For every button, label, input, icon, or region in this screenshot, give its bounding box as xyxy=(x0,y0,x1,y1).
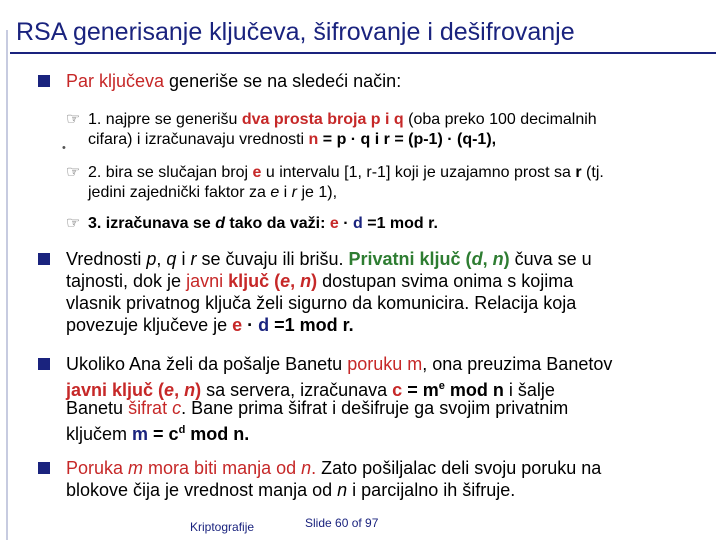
bullet-1-rest: generiše se na sledeći način: xyxy=(164,71,402,91)
sub-1-line-1 xyxy=(88,110,708,130)
text-run: mod n xyxy=(444,380,504,400)
text-run: , xyxy=(482,249,493,269)
square-bullet-icon xyxy=(38,75,50,87)
text-run: mod n. xyxy=(185,424,250,444)
bullet-2-line-3 xyxy=(66,292,706,314)
text-run: . Bane prima šifrat i dešifruje ga svojim privatnim xyxy=(181,398,569,418)
text-run: , xyxy=(156,249,167,269)
text-run: c xyxy=(392,380,403,400)
text-run: d xyxy=(353,215,363,232)
pointing-hand-icon: ☞ xyxy=(66,111,81,128)
text-run: 3. izračunava se xyxy=(88,215,216,232)
text-run: jedini zajednički faktor za xyxy=(88,184,271,201)
text-run: = p · q i r = (p-1) · (q-1), xyxy=(318,131,497,148)
sub-3-line-1 xyxy=(88,214,708,234)
text-run: blokove čija je vrednost manja od xyxy=(66,480,338,500)
text-run: Poruka xyxy=(66,458,129,478)
text-run: ključ ( xyxy=(228,271,281,291)
bullet-2-line-2 xyxy=(66,270,706,292)
bullet-3-line-3 xyxy=(66,397,706,419)
text-run: e xyxy=(270,184,280,201)
text-run: e xyxy=(438,380,445,392)
square-bullet-icon xyxy=(38,462,50,474)
text-run: · xyxy=(338,215,354,232)
text-run: i xyxy=(176,249,191,269)
text-run: n xyxy=(308,131,319,148)
text-run: =1 mod r. xyxy=(362,215,438,232)
bullet-3-line-1 xyxy=(66,353,706,375)
text-run: · xyxy=(242,315,259,335)
text-run: povezuje ključeve je xyxy=(66,315,233,335)
text-run: m xyxy=(132,424,149,444)
bullet-1-text xyxy=(66,70,706,92)
text-run: n xyxy=(337,480,348,500)
text-run: mora biti manja od xyxy=(143,458,302,478)
text-run: javni ključ ( xyxy=(66,380,165,400)
bullet-2-line-1 xyxy=(66,248,706,270)
text-run: d xyxy=(258,315,270,335)
text-run: e xyxy=(164,380,175,400)
text-run: r xyxy=(190,249,197,269)
text-run: d xyxy=(215,215,225,232)
text-run: ključem xyxy=(66,424,133,444)
text-run: se čuvaju ili brišu. xyxy=(196,249,349,269)
dot-marker: • xyxy=(62,142,66,154)
bullet-4-line-1 xyxy=(66,457,706,479)
bullet-2-line-4 xyxy=(66,314,706,336)
text-run: ) xyxy=(195,380,202,400)
text-run: d xyxy=(471,249,483,269)
left-border-rule xyxy=(6,30,8,540)
text-run: vlasnik privatnog ključa želi sigurno da komunicira. Relacija koja xyxy=(66,293,577,313)
text-run: e xyxy=(329,215,339,232)
text-run: d xyxy=(178,424,186,436)
text-run: q xyxy=(166,249,177,269)
text-run: sa servera, izračunava xyxy=(201,380,393,400)
title-underline xyxy=(10,52,716,54)
text-run: Zato pošiljalac deli svoju poruku na xyxy=(316,458,602,478)
text-run: 1. najpre se generišu xyxy=(88,111,242,128)
text-run: tajnosti, dok je xyxy=(66,271,187,291)
text-run: i xyxy=(279,184,292,201)
text-run: e xyxy=(232,315,243,335)
text-run: =1 mod r. xyxy=(269,315,354,335)
text-run: je 1), xyxy=(297,184,338,201)
footer-course-label: Kriptografije xyxy=(190,520,255,534)
text-run: dostupan svima onima s kojima xyxy=(317,271,574,291)
text-run: . xyxy=(311,458,317,478)
slide-counter: Slide 60 of 97 xyxy=(305,516,379,530)
text-run: šifrat xyxy=(128,398,173,418)
text-run: i parcijalno ih šifruje. xyxy=(347,480,516,500)
text-run: (oba preko 100 decimalnih xyxy=(403,111,597,128)
text-run: e xyxy=(280,271,291,291)
text-run: e xyxy=(252,164,262,181)
text-run: m xyxy=(128,458,144,478)
key-pair-label: Par ključeva xyxy=(66,71,165,91)
text-run: javni xyxy=(186,271,229,291)
text-run: n xyxy=(492,249,504,269)
text-run: čuva se u xyxy=(509,249,592,269)
text-run: 2. bira se slučajan broj xyxy=(88,164,253,181)
pointing-hand-icon: ☞ xyxy=(66,215,81,232)
square-bullet-icon xyxy=(38,358,50,370)
text-run: c xyxy=(172,398,182,418)
text-run: cifara) i izračunavaju vrednosti xyxy=(88,131,309,148)
text-run: Ukoliko Ana želi da pošalje Banetu xyxy=(66,354,348,374)
text-run: n xyxy=(184,380,196,400)
text-run: Privatni ključ ( xyxy=(348,249,472,269)
text-run: n xyxy=(300,271,312,291)
text-run: ) xyxy=(311,271,318,291)
pointing-hand-icon: ☞ xyxy=(66,164,81,181)
text-run: r xyxy=(575,164,582,181)
sub-1-line-2 xyxy=(88,130,708,150)
sub-2-line-2 xyxy=(88,183,708,203)
text-run: , ona preuzima Banetov xyxy=(422,354,613,374)
sub-2-line-1 xyxy=(88,163,708,183)
text-run: Vrednosti xyxy=(66,249,147,269)
text-run: i šalje xyxy=(503,380,555,400)
text-run: poruku m xyxy=(347,354,423,374)
text-run: tako da važi: xyxy=(224,215,330,232)
bullet-4-line-2 xyxy=(66,479,706,501)
text-run: = c xyxy=(148,424,179,444)
text-run: ) xyxy=(503,249,510,269)
text-run: (tj. xyxy=(581,164,604,181)
text-run: = m xyxy=(402,380,439,400)
text-run: Banetu xyxy=(66,398,129,418)
bullet-3-line-4 xyxy=(66,419,706,445)
text-run: r xyxy=(291,184,297,201)
text-run: , xyxy=(174,380,185,400)
text-run: dva prosta broja p i q xyxy=(241,111,404,128)
text-run: , xyxy=(290,271,301,291)
slide-title: RSA generisanje ključeva, šifrovanje i dešifrovanje xyxy=(16,18,575,46)
square-bullet-icon xyxy=(38,253,50,265)
text-run: n xyxy=(301,458,312,478)
text-run: u intervalu [1, r-1] koji je uzajamno prost sa xyxy=(261,164,576,181)
text-run: p xyxy=(146,249,157,269)
